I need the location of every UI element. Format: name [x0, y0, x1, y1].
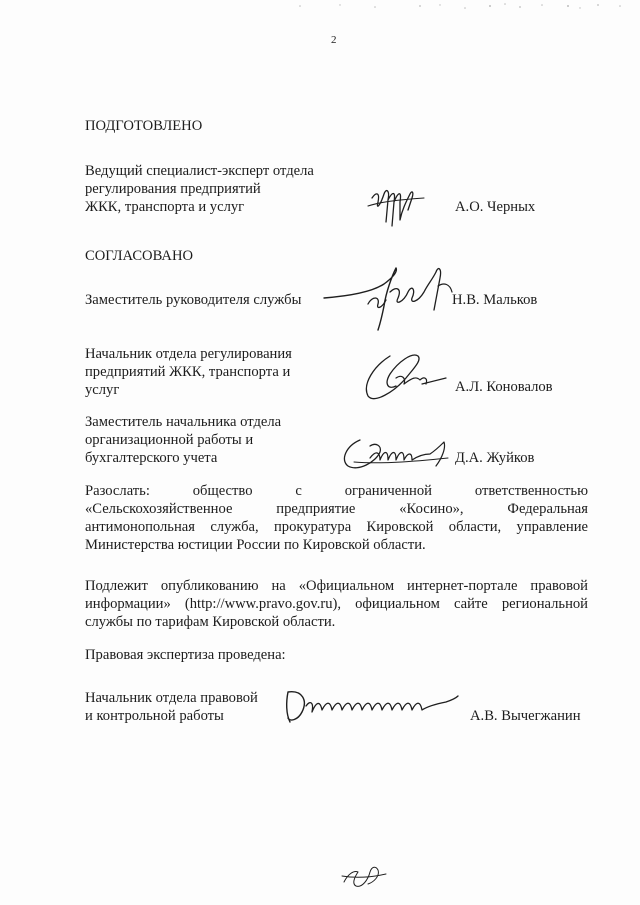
signer-3-role-line-2: организационной работы и	[85, 432, 254, 448]
signature-malkov	[320, 262, 468, 334]
legal-role-line-1: Начальник отдела правовой	[85, 690, 258, 706]
signer-2-name: А.Л. Коновалов	[455, 379, 553, 395]
publication-line-3: службы по тарифам Кировской области.	[85, 614, 336, 630]
signer-2-role-line-2: предприятий ЖКК, транспорта и	[85, 364, 291, 380]
publication-line-1: Подлежит опубликованию на «Официальном интернет-портале правовой	[85, 578, 588, 594]
prepared-role-line-1: Ведущий специалист-эксперт отдела	[85, 163, 314, 179]
initials-mark	[338, 860, 390, 890]
prepared-heading: ПОДГОТОВЛЕНО	[85, 118, 203, 134]
legal-name: А.В. Вычегжанин	[470, 708, 581, 724]
signature-vychegzhanin	[282, 684, 460, 728]
publication-line-2: информации» (http://www.pravo.gov.ru), официальном сайте региональной	[85, 596, 588, 612]
signature-konovalov	[360, 348, 450, 404]
signature-chernykh	[366, 180, 436, 236]
distribution-line-2: «Сельскохозяйственное предприятие «Косино», Федеральная	[85, 501, 588, 517]
distribution-line-3: антимонопольная служба, прокуратура Кировской области, управление	[85, 519, 588, 535]
signer-3-role-line-3: бухгалтерского учета	[85, 450, 218, 466]
signer-3-name: Д.А. Жуйков	[455, 450, 535, 466]
distribution-line-1: Разослать: общество с ограниченной ответственностью	[85, 483, 588, 499]
legal-role-line-2: и контрольной работы	[85, 708, 224, 724]
prepared-name: А.О. Черных	[455, 199, 536, 215]
prepared-role-line-2: регулирования предприятий	[85, 181, 261, 197]
signature-zhuikov	[340, 432, 452, 474]
signer-2-role-line-1: Начальник отдела регулирования	[85, 346, 292, 362]
signer-1-role-line-1: Заместитель руководителя службы	[85, 292, 302, 308]
distribution-line-4: Министерства юстиции России по Кировской области.	[85, 537, 426, 553]
signer-2-role-line-3: услуг	[85, 382, 120, 398]
prepared-role-line-3: ЖКК, транспорта и услуг	[85, 199, 245, 215]
page-number: 2	[331, 34, 337, 46]
legal-review-text: Правовая экспертиза проведена:	[85, 647, 286, 663]
signer-3-role-line-1: Заместитель начальника отдела	[85, 414, 282, 430]
signer-1-name: Н.В. Мальков	[452, 292, 538, 308]
scan-noise	[280, 0, 640, 12]
agreed-heading: СОГЛАСОВАНО	[85, 248, 194, 264]
